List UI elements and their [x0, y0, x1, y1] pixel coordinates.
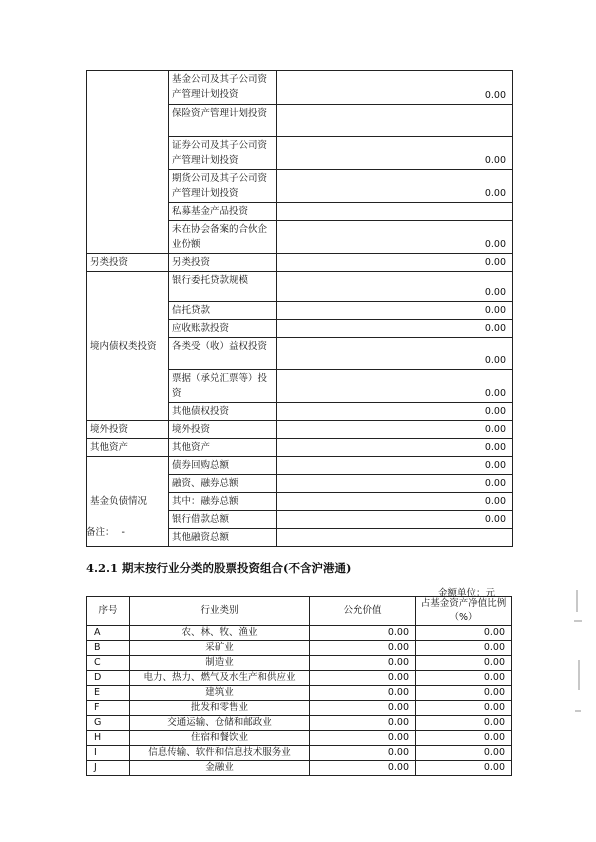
table-row	[87, 701, 512, 716]
row-code: I	[87, 746, 130, 761]
value-cell: 0.00	[277, 475, 513, 493]
subcategory-cell: 其他债权投资	[169, 403, 277, 421]
subcategory-cell: 银行借款总额	[169, 511, 277, 529]
subcategory-cell: 银行委托贷款规模	[169, 272, 277, 302]
row-ratio: 0.00	[416, 641, 512, 656]
table-row	[87, 761, 512, 776]
value-cell: 0.00	[277, 272, 513, 302]
row-industry: 信息传输、软件和信息技术服务业	[130, 746, 310, 761]
row-ratio: 0.00	[416, 731, 512, 746]
row-ratio: 0.00	[416, 746, 512, 761]
header-code: 序号	[87, 597, 130, 626]
remark-value: -	[121, 527, 125, 538]
subcategory-cell: 融资、融券总额	[169, 475, 277, 493]
row-code: C	[87, 656, 130, 671]
row-industry: 采矿业	[130, 641, 310, 656]
amount-unit-label: 金额单位：元	[438, 588, 496, 599]
subcategory-cell: 其中：融券总额	[169, 493, 277, 511]
row-ratio: 0.00	[416, 671, 512, 686]
row-code: J	[87, 761, 130, 776]
row-fair-value: 0.00	[310, 641, 416, 656]
row-fair-value: 0.00	[310, 731, 416, 746]
value-cell: 0.00	[277, 221, 513, 254]
category-cell-empty	[87, 71, 169, 254]
page-edge-marks	[572, 590, 588, 740]
row-industry: 电力、热力、燃气及水生产和供应业	[130, 671, 310, 686]
subcategory-cell: 票据（承兑汇票等）投资	[169, 370, 277, 403]
subcategory-cell: 证券公司及其子公司资产管理计划投资	[169, 137, 277, 170]
row-ratio: 0.00	[416, 716, 512, 731]
value-cell: 0.00	[277, 170, 513, 203]
value-cell: 0.00	[277, 439, 513, 457]
row-code: F	[87, 701, 130, 716]
value-cell: 0.00	[277, 370, 513, 403]
asset-allocation-table	[86, 70, 513, 547]
value-cell	[277, 203, 513, 221]
row-industry: 金融业	[130, 761, 310, 776]
subcategory-cell: 应收账款投资	[169, 320, 277, 338]
value-cell: 0.00	[277, 403, 513, 421]
category-cell: 境内债权类投资	[87, 272, 169, 421]
row-code: B	[87, 641, 130, 656]
row-ratio: 0.00	[416, 686, 512, 701]
table-row	[87, 731, 512, 746]
table-row	[87, 716, 512, 731]
row-code: A	[87, 626, 130, 641]
row-ratio: 0.00	[416, 656, 512, 671]
category-cell: 其他资产	[87, 439, 169, 457]
value-cell: 0.00	[277, 511, 513, 529]
row-fair-value: 0.00	[310, 701, 416, 716]
row-fair-value: 0.00	[310, 746, 416, 761]
table-row	[87, 656, 512, 671]
row-industry: 住宿和餐饮业	[130, 731, 310, 746]
value-cell: 0.00	[277, 338, 513, 370]
row-fair-value: 0.00	[310, 716, 416, 731]
row-fair-value: 0.00	[310, 686, 416, 701]
category-cell: 境外投资	[87, 421, 169, 439]
row-fair-value: 0.00	[310, 761, 416, 776]
row-industry: 交通运输、仓储和邮政业	[130, 716, 310, 731]
row-code: H	[87, 731, 130, 746]
subcategory-cell: 各类受（收）益权投资	[169, 338, 277, 370]
row-fair-value: 0.00	[310, 671, 416, 686]
row-ratio: 0.00	[416, 626, 512, 641]
header-industry: 行业类别	[130, 597, 310, 626]
subcategory-cell: 其他融资总额	[169, 529, 277, 547]
industry-stock-table	[86, 596, 512, 776]
row-fair-value: 0.00	[310, 656, 416, 671]
subcategory-cell: 未在协会备案的合伙企业份额	[169, 221, 277, 254]
value-cell: 0.00	[277, 421, 513, 439]
value-cell	[277, 105, 513, 137]
section-title: 4.2.1 期末按行业分类的股票投资组合(不含沪港通)	[86, 561, 352, 575]
row-industry: 农、林、牧、渔业	[130, 626, 310, 641]
row-code: D	[87, 671, 130, 686]
value-cell: 0.00	[277, 71, 513, 105]
table-row	[87, 626, 512, 641]
table-row	[87, 641, 512, 656]
subcategory-cell: 基金公司及其子公司资产管理计划投资	[169, 71, 277, 105]
subcategory-cell: 期货公司及其子公司资产管理计划投资	[169, 170, 277, 203]
subcategory-cell: 债券回购总额	[169, 457, 277, 475]
subcategory-cell: 另类投资	[169, 254, 277, 272]
row-industry: 批发和零售业	[130, 701, 310, 716]
category-cell: 另类投资	[87, 254, 169, 272]
remark-label: 备注：	[86, 527, 115, 538]
header-fair-value: 公允价值	[310, 597, 416, 626]
row-fair-value: 0.00	[310, 626, 416, 641]
row-code: G	[87, 716, 130, 731]
subcategory-cell: 境外投资	[169, 421, 277, 439]
table-row	[87, 746, 512, 761]
value-cell	[277, 529, 513, 547]
row-code: E	[87, 686, 130, 701]
table-row	[87, 671, 512, 686]
value-cell: 0.00	[277, 137, 513, 170]
subcategory-cell: 私募基金产品投资	[169, 203, 277, 221]
row-industry: 制造业	[130, 656, 310, 671]
value-cell: 0.00	[277, 302, 513, 320]
table-row	[87, 686, 512, 701]
subcategory-cell: 保险资产管理计划投资	[169, 105, 277, 137]
subcategory-cell: 其他资产	[169, 439, 277, 457]
category-cell: 基金负债情况	[87, 457, 169, 547]
row-ratio: 0.00	[416, 761, 512, 776]
subcategory-cell: 信托贷款	[169, 302, 277, 320]
value-cell: 0.00	[277, 320, 513, 338]
value-cell: 0.00	[277, 493, 513, 511]
header-ratio: 占基金资产净值比例（%）	[416, 597, 512, 626]
row-industry: 建筑业	[130, 686, 310, 701]
row-ratio: 0.00	[416, 701, 512, 716]
value-cell: 0.00	[277, 457, 513, 475]
value-cell: 0.00	[277, 254, 513, 272]
remark-line	[86, 524, 125, 538]
